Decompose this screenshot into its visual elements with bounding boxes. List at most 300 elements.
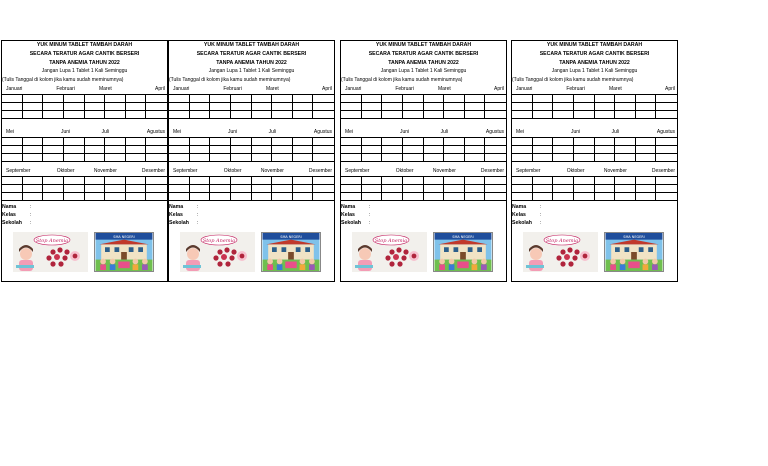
date-cell[interactable] (64, 185, 85, 193)
date-cell[interactable] (252, 177, 273, 185)
date-cell[interactable] (146, 193, 167, 200)
date-cell[interactable] (512, 103, 533, 111)
date-cell[interactable] (533, 111, 554, 118)
date-cell[interactable] (574, 185, 595, 193)
date-cell[interactable] (105, 111, 126, 118)
date-cell[interactable] (615, 154, 636, 161)
date-cell[interactable] (341, 103, 362, 111)
date-cell[interactable] (595, 154, 616, 161)
date-cell[interactable] (382, 146, 403, 154)
date-cell[interactable] (272, 177, 293, 185)
date-cell[interactable] (574, 111, 595, 118)
date-cell[interactable] (403, 146, 424, 154)
date-cell[interactable] (533, 103, 554, 111)
date-cell[interactable] (169, 193, 190, 200)
date-cell[interactable] (636, 146, 657, 154)
date-cell[interactable] (533, 154, 554, 161)
date-cell[interactable] (23, 177, 44, 185)
date-grid[interactable] (341, 176, 506, 201)
date-cell[interactable] (403, 177, 424, 185)
date-cell[interactable] (169, 111, 190, 118)
date-grid[interactable] (341, 137, 506, 162)
date-cell[interactable] (424, 111, 445, 118)
date-cell[interactable] (169, 177, 190, 185)
date-cell[interactable] (293, 154, 314, 161)
school-row[interactable] (512, 219, 677, 227)
date-cell[interactable] (190, 111, 211, 118)
date-cell[interactable] (362, 111, 383, 118)
date-cell[interactable] (595, 177, 616, 185)
class-row[interactable] (169, 211, 334, 219)
school-row[interactable] (341, 219, 506, 227)
date-cell[interactable] (272, 146, 293, 154)
date-cell[interactable] (403, 111, 424, 118)
date-cell[interactable] (615, 146, 636, 154)
date-cell[interactable] (126, 154, 147, 161)
date-cell[interactable] (424, 95, 445, 103)
date-cell[interactable] (252, 185, 273, 193)
date-cell[interactable] (43, 154, 64, 161)
date-cell[interactable] (252, 193, 273, 200)
date-cell[interactable] (126, 111, 147, 118)
date-cell[interactable] (636, 193, 657, 200)
date-cell[interactable] (512, 193, 533, 200)
date-cell[interactable] (23, 193, 44, 200)
date-grid[interactable] (169, 94, 334, 119)
date-cell[interactable] (341, 138, 362, 146)
date-cell[interactable] (444, 193, 465, 200)
date-cell[interactable] (636, 103, 657, 111)
date-cell[interactable] (313, 154, 334, 161)
name-row[interactable] (512, 203, 677, 211)
date-cell[interactable] (362, 154, 383, 161)
date-cell[interactable] (23, 111, 44, 118)
date-cell[interactable] (553, 111, 574, 118)
date-cell[interactable] (424, 138, 445, 146)
date-cell[interactable] (382, 95, 403, 103)
date-cell[interactable] (485, 154, 506, 161)
date-cell[interactable] (293, 103, 314, 111)
date-cell[interactable] (362, 103, 383, 111)
date-cell[interactable] (126, 103, 147, 111)
date-cell[interactable] (169, 103, 190, 111)
date-cell[interactable] (403, 138, 424, 146)
date-cell[interactable] (595, 103, 616, 111)
date-cell[interactable] (382, 103, 403, 111)
date-cell[interactable] (2, 138, 23, 146)
date-cell[interactable] (293, 185, 314, 193)
date-cell[interactable] (424, 146, 445, 154)
date-cell[interactable] (595, 185, 616, 193)
date-cell[interactable] (444, 95, 465, 103)
date-cell[interactable] (2, 154, 23, 161)
date-cell[interactable] (64, 193, 85, 200)
date-cell[interactable] (512, 154, 533, 161)
date-cell[interactable] (85, 103, 106, 111)
date-cell[interactable] (382, 193, 403, 200)
name-row[interactable] (169, 203, 334, 211)
date-cell[interactable] (210, 138, 231, 146)
date-grid[interactable] (2, 94, 167, 119)
date-cell[interactable] (512, 95, 533, 103)
date-cell[interactable] (636, 95, 657, 103)
date-cell[interactable] (2, 185, 23, 193)
date-cell[interactable] (293, 111, 314, 118)
date-cell[interactable] (656, 111, 677, 118)
date-cell[interactable] (341, 146, 362, 154)
date-cell[interactable] (656, 154, 677, 161)
date-cell[interactable] (485, 177, 506, 185)
date-cell[interactable] (23, 185, 44, 193)
date-cell[interactable] (341, 185, 362, 193)
date-cell[interactable] (313, 95, 334, 103)
date-cell[interactable] (362, 193, 383, 200)
date-cell[interactable] (252, 154, 273, 161)
date-cell[interactable] (403, 185, 424, 193)
date-cell[interactable] (595, 138, 616, 146)
date-cell[interactable] (595, 111, 616, 118)
date-cell[interactable] (465, 154, 486, 161)
date-cell[interactable] (105, 95, 126, 103)
date-grid[interactable] (169, 137, 334, 162)
date-cell[interactable] (190, 95, 211, 103)
date-cell[interactable] (485, 103, 506, 111)
date-cell[interactable] (126, 193, 147, 200)
date-cell[interactable] (190, 185, 211, 193)
date-cell[interactable] (231, 103, 252, 111)
date-cell[interactable] (231, 146, 252, 154)
date-cell[interactable] (615, 185, 636, 193)
date-cell[interactable] (362, 185, 383, 193)
name-row[interactable] (2, 203, 167, 211)
date-cell[interactable] (656, 138, 677, 146)
date-cell[interactable] (615, 193, 636, 200)
date-grid[interactable] (2, 137, 167, 162)
date-cell[interactable] (23, 103, 44, 111)
date-cell[interactable] (403, 95, 424, 103)
date-cell[interactable] (615, 177, 636, 185)
date-cell[interactable] (656, 185, 677, 193)
date-cell[interactable] (615, 138, 636, 146)
date-cell[interactable] (444, 185, 465, 193)
date-cell[interactable] (64, 95, 85, 103)
date-cell[interactable] (293, 138, 314, 146)
date-cell[interactable] (2, 103, 23, 111)
date-cell[interactable] (615, 95, 636, 103)
date-cell[interactable] (64, 146, 85, 154)
date-cell[interactable] (553, 177, 574, 185)
date-cell[interactable] (43, 177, 64, 185)
date-cell[interactable] (656, 95, 677, 103)
date-cell[interactable] (64, 103, 85, 111)
date-cell[interactable] (313, 103, 334, 111)
date-cell[interactable] (272, 193, 293, 200)
school-row[interactable] (2, 219, 167, 227)
date-cell[interactable] (252, 111, 273, 118)
date-cell[interactable] (424, 177, 445, 185)
date-cell[interactable] (444, 177, 465, 185)
date-cell[interactable] (574, 138, 595, 146)
date-cell[interactable] (444, 103, 465, 111)
date-cell[interactable] (293, 193, 314, 200)
date-cell[interactable] (105, 146, 126, 154)
name-row[interactable] (341, 203, 506, 211)
date-cell[interactable] (574, 95, 595, 103)
date-cell[interactable] (210, 154, 231, 161)
date-cell[interactable] (424, 154, 445, 161)
date-cell[interactable] (64, 138, 85, 146)
date-cell[interactable] (272, 138, 293, 146)
date-cell[interactable] (656, 193, 677, 200)
date-cell[interactable] (190, 177, 211, 185)
date-cell[interactable] (146, 103, 167, 111)
date-cell[interactable] (313, 177, 334, 185)
date-cell[interactable] (126, 95, 147, 103)
date-cell[interactable] (533, 177, 554, 185)
class-row[interactable] (512, 211, 677, 219)
date-cell[interactable] (293, 177, 314, 185)
date-cell[interactable] (272, 95, 293, 103)
date-cell[interactable] (553, 154, 574, 161)
date-cell[interactable] (313, 138, 334, 146)
date-cell[interactable] (485, 95, 506, 103)
date-cell[interactable] (146, 111, 167, 118)
date-cell[interactable] (252, 146, 273, 154)
date-cell[interactable] (64, 177, 85, 185)
date-cell[interactable] (615, 103, 636, 111)
date-cell[interactable] (574, 154, 595, 161)
date-cell[interactable] (231, 95, 252, 103)
date-cell[interactable] (231, 138, 252, 146)
date-cell[interactable] (43, 138, 64, 146)
class-row[interactable] (2, 211, 167, 219)
date-cell[interactable] (23, 138, 44, 146)
date-cell[interactable] (43, 95, 64, 103)
date-cell[interactable] (465, 146, 486, 154)
date-cell[interactable] (210, 146, 231, 154)
date-cell[interactable] (595, 193, 616, 200)
date-cell[interactable] (341, 193, 362, 200)
date-cell[interactable] (210, 111, 231, 118)
date-cell[interactable] (105, 185, 126, 193)
date-cell[interactable] (43, 146, 64, 154)
date-cell[interactable] (2, 193, 23, 200)
date-cell[interactable] (146, 95, 167, 103)
date-cell[interactable] (595, 95, 616, 103)
date-cell[interactable] (105, 103, 126, 111)
date-cell[interactable] (85, 177, 106, 185)
date-cell[interactable] (190, 154, 211, 161)
date-cell[interactable] (533, 185, 554, 193)
date-cell[interactable] (553, 193, 574, 200)
date-cell[interactable] (636, 185, 657, 193)
date-cell[interactable] (64, 154, 85, 161)
date-cell[interactable] (444, 154, 465, 161)
date-cell[interactable] (533, 193, 554, 200)
date-cell[interactable] (362, 146, 383, 154)
date-cell[interactable] (512, 146, 533, 154)
date-cell[interactable] (85, 154, 106, 161)
date-cell[interactable] (574, 103, 595, 111)
date-cell[interactable] (636, 138, 657, 146)
date-cell[interactable] (465, 103, 486, 111)
date-cell[interactable] (146, 154, 167, 161)
date-cell[interactable] (444, 111, 465, 118)
date-cell[interactable] (105, 177, 126, 185)
date-cell[interactable] (126, 185, 147, 193)
date-grid[interactable] (2, 176, 167, 201)
date-cell[interactable] (252, 95, 273, 103)
date-cell[interactable] (574, 177, 595, 185)
date-cell[interactable] (362, 95, 383, 103)
date-cell[interactable] (636, 177, 657, 185)
date-cell[interactable] (341, 177, 362, 185)
date-cell[interactable] (169, 154, 190, 161)
date-cell[interactable] (313, 146, 334, 154)
date-cell[interactable] (636, 111, 657, 118)
date-cell[interactable] (126, 138, 147, 146)
date-cell[interactable] (293, 95, 314, 103)
date-cell[interactable] (485, 185, 506, 193)
date-cell[interactable] (146, 177, 167, 185)
date-cell[interactable] (533, 146, 554, 154)
date-grid[interactable] (341, 94, 506, 119)
date-cell[interactable] (252, 138, 273, 146)
date-cell[interactable] (126, 146, 147, 154)
date-cell[interactable] (403, 154, 424, 161)
date-cell[interactable] (23, 146, 44, 154)
date-cell[interactable] (272, 111, 293, 118)
date-cell[interactable] (382, 111, 403, 118)
date-cell[interactable] (444, 138, 465, 146)
date-cell[interactable] (382, 177, 403, 185)
date-cell[interactable] (465, 177, 486, 185)
date-cell[interactable] (2, 146, 23, 154)
date-cell[interactable] (424, 193, 445, 200)
date-cell[interactable] (465, 193, 486, 200)
date-cell[interactable] (636, 154, 657, 161)
date-cell[interactable] (313, 185, 334, 193)
date-cell[interactable] (169, 146, 190, 154)
date-cell[interactable] (553, 95, 574, 103)
date-cell[interactable] (313, 193, 334, 200)
date-cell[interactable] (424, 103, 445, 111)
date-cell[interactable] (2, 111, 23, 118)
date-cell[interactable] (105, 193, 126, 200)
date-cell[interactable] (210, 95, 231, 103)
date-cell[interactable] (190, 193, 211, 200)
date-cell[interactable] (169, 185, 190, 193)
class-row[interactable] (341, 211, 506, 219)
date-cell[interactable] (85, 185, 106, 193)
date-cell[interactable] (533, 138, 554, 146)
date-cell[interactable] (105, 138, 126, 146)
date-cell[interactable] (272, 103, 293, 111)
date-cell[interactable] (485, 138, 506, 146)
date-cell[interactable] (403, 193, 424, 200)
date-cell[interactable] (656, 146, 677, 154)
date-grid[interactable] (512, 137, 677, 162)
date-cell[interactable] (533, 95, 554, 103)
date-cell[interactable] (169, 95, 190, 103)
date-cell[interactable] (424, 185, 445, 193)
date-cell[interactable] (43, 103, 64, 111)
date-cell[interactable] (272, 185, 293, 193)
date-cell[interactable] (512, 185, 533, 193)
date-cell[interactable] (293, 146, 314, 154)
date-cell[interactable] (512, 111, 533, 118)
date-cell[interactable] (272, 154, 293, 161)
date-cell[interactable] (656, 177, 677, 185)
date-cell[interactable] (210, 193, 231, 200)
date-cell[interactable] (553, 146, 574, 154)
date-cell[interactable] (512, 138, 533, 146)
date-grid[interactable] (512, 176, 677, 201)
date-cell[interactable] (553, 138, 574, 146)
date-cell[interactable] (362, 177, 383, 185)
date-cell[interactable] (341, 154, 362, 161)
date-cell[interactable] (210, 103, 231, 111)
school-row[interactable] (169, 219, 334, 227)
date-cell[interactable] (85, 138, 106, 146)
date-cell[interactable] (465, 111, 486, 118)
date-cell[interactable] (23, 154, 44, 161)
date-cell[interactable] (382, 154, 403, 161)
date-cell[interactable] (2, 177, 23, 185)
date-cell[interactable] (595, 146, 616, 154)
date-cell[interactable] (574, 193, 595, 200)
date-cell[interactable] (465, 138, 486, 146)
date-cell[interactable] (382, 138, 403, 146)
date-cell[interactable] (2, 95, 23, 103)
date-cell[interactable] (169, 138, 190, 146)
date-cell[interactable] (64, 111, 85, 118)
date-cell[interactable] (231, 177, 252, 185)
date-cell[interactable] (146, 138, 167, 146)
date-cell[interactable] (85, 193, 106, 200)
date-cell[interactable] (105, 154, 126, 161)
date-cell[interactable] (615, 111, 636, 118)
date-cell[interactable] (553, 185, 574, 193)
date-cell[interactable] (485, 193, 506, 200)
date-cell[interactable] (85, 95, 106, 103)
date-cell[interactable] (146, 185, 167, 193)
date-cell[interactable] (313, 111, 334, 118)
date-cell[interactable] (252, 103, 273, 111)
date-cell[interactable] (485, 111, 506, 118)
date-cell[interactable] (465, 95, 486, 103)
date-cell[interactable] (210, 185, 231, 193)
date-cell[interactable] (231, 185, 252, 193)
date-cell[interactable] (43, 193, 64, 200)
date-cell[interactable] (341, 95, 362, 103)
date-cell[interactable] (43, 111, 64, 118)
date-cell[interactable] (146, 146, 167, 154)
date-grid[interactable] (169, 176, 334, 201)
date-cell[interactable] (656, 103, 677, 111)
date-cell[interactable] (231, 154, 252, 161)
date-cell[interactable] (553, 103, 574, 111)
date-cell[interactable] (231, 193, 252, 200)
date-cell[interactable] (231, 111, 252, 118)
date-cell[interactable] (465, 185, 486, 193)
date-cell[interactable] (512, 177, 533, 185)
date-cell[interactable] (126, 177, 147, 185)
date-cell[interactable] (382, 185, 403, 193)
date-cell[interactable] (190, 103, 211, 111)
date-cell[interactable] (485, 146, 506, 154)
date-cell[interactable] (574, 146, 595, 154)
